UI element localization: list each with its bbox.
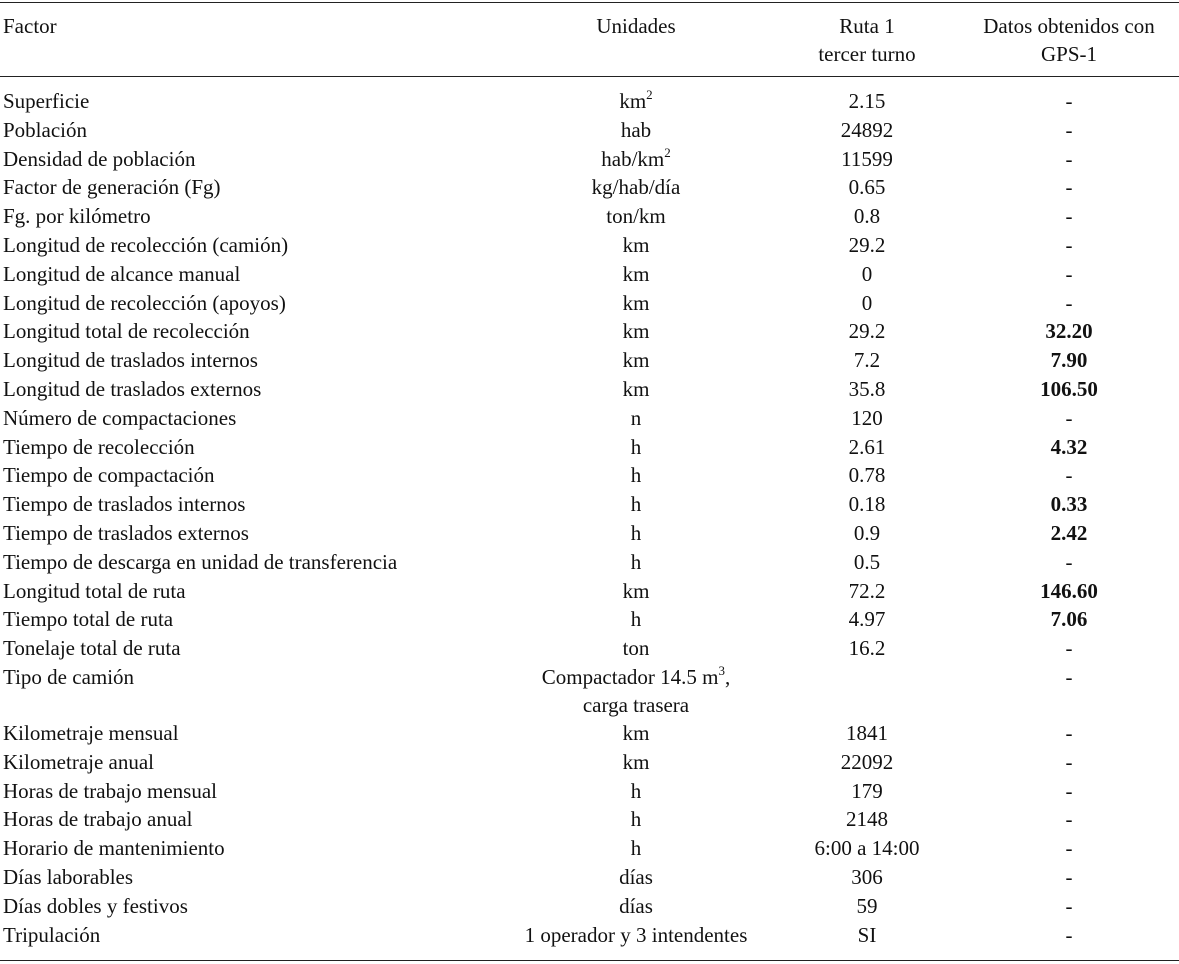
units-text: km [622,348,650,373]
cell-units [511,87,761,115]
units-text: h [630,492,642,517]
cell-factor: Longitud de recolección (camión) [3,232,289,257]
cell-factor: Longitud total de ruta [3,578,186,603]
units-text: km [622,290,650,315]
table-row [0,805,1179,834]
cell-ruta: 120 [851,405,883,430]
header-gps-line1: Datos obtenidos con [983,14,1155,38]
table-row [0,777,1179,806]
cell-factor: Superficie [3,89,90,113]
cell-factor: Fg. por kilómetro [3,204,151,229]
units-text: ton/km [606,204,666,229]
units-text: h [630,836,642,861]
cell-units [511,777,761,805]
cell-units [511,116,761,144]
cell-gps: - [1065,836,1073,861]
table-row [0,231,1179,260]
cell-ruta: 6:00 a 14:00 [814,836,920,861]
cell-gps: - [1065,749,1073,774]
cell-units [511,605,761,633]
cell-ruta: 0 [861,261,873,286]
header-ruta-line1: Ruta 1 [839,14,895,38]
units-text: ton [622,636,650,661]
cell-ruta: 0.5 [853,549,881,574]
table-row [0,145,1179,174]
table-row [0,548,1179,577]
cell-gps: 32.20 [1045,319,1093,344]
cell-gps: - [1065,636,1073,661]
units-line2: carga trasera [582,692,690,717]
units-text: km [622,376,650,401]
header-factor [3,12,57,40]
cell-gps: - [1065,664,1073,689]
cell-factor: Horario de mantenimiento [3,836,225,861]
cell-units [511,834,761,862]
cell-units [511,719,761,747]
table-row [0,260,1179,289]
table-row [0,375,1179,404]
units-text: h [630,549,642,574]
cell-factor: Tiempo de compactación [3,463,215,488]
cell-factor: Tiempo de descarga en unidad de transferencia [3,549,398,574]
cell-gps: 7.90 [1050,348,1088,373]
cell-factor: Tiempo de traslados externos [3,520,249,545]
units-text: km [622,578,650,603]
units-text: h [630,434,642,459]
cell-gps: - [1065,463,1073,488]
cell-factor: Longitud de traslados externos [3,376,262,401]
cell-gps: - [1065,893,1073,918]
units-text: hab [620,117,652,142]
cell-units [511,375,761,403]
cell-ruta: 22092 [840,749,894,774]
cell-gps: - [1065,864,1073,889]
cell-units [511,289,761,317]
table-row [0,921,1179,950]
cell-ruta: 0 [861,290,873,315]
header-unidades-label: Unidades [596,14,676,38]
cell-factor: Kilometraje mensual [3,720,179,745]
cell-units [511,663,761,719]
table-header [0,12,1179,72]
cell-gps: - [1065,720,1073,745]
cell-gps: - [1065,204,1073,229]
cell-units [511,748,761,776]
cell-units [511,634,761,662]
units-text: km [622,319,650,344]
header-ruta [797,12,937,68]
table-row [0,605,1179,634]
cell-factor: Kilometraje anual [3,749,155,774]
cell-factor: Tiempo total de ruta [3,607,174,632]
cell-units [511,433,761,461]
cell-ruta: 0.78 [848,463,886,488]
table-row [0,116,1179,145]
cell-ruta: 59 [856,893,878,918]
table-row [0,519,1179,548]
cell-gps: - [1065,405,1073,430]
cell-ruta: 72.2 [848,578,886,603]
header-rule [0,76,1179,77]
cell-ruta: 0.65 [848,175,886,200]
cell-ruta: 0.8 [853,204,881,229]
table-row [0,404,1179,433]
cell-gps: 7.06 [1050,607,1088,632]
cell-units [511,461,761,489]
units-text: km [619,89,647,113]
cell-ruta: 2148 [846,807,888,832]
cell-gps: - [1065,117,1073,142]
cell-units [511,921,761,949]
units-text: km [622,261,650,286]
cell-units [511,519,761,547]
cell-factor: Longitud total de recolección [3,319,250,344]
cell-ruta: 11599 [841,146,893,171]
table-row [0,87,1179,116]
table-row [0,892,1179,921]
cell-ruta: 1841 [846,720,888,745]
cell-factor: Horas de trabajo anual [3,807,193,832]
cell-factor: Densidad de población [3,146,196,171]
cell-factor: Tonelaje total de ruta [3,636,181,661]
cell-ruta: 2.61 [848,434,886,459]
cell-factor: Longitud de recolección (apoyos) [3,290,286,315]
units-text: h [630,463,642,488]
cell-gps: - [1065,922,1073,947]
units-text: km [622,720,650,745]
cell-factor: Tiempo de recolección [3,434,195,459]
cell-factor: Tripulación [3,922,101,947]
bottom-rule [0,960,1179,961]
table-row [0,490,1179,519]
cell-gps: - [1065,175,1073,200]
cell-factor: Factor de generación (Fg) [3,175,221,200]
table-row [0,577,1179,606]
table-row [0,346,1179,375]
cell-factor: Días laborables [3,864,134,889]
units-text: kg/hab/día [591,175,681,200]
units-text: días [619,893,653,918]
units-suffix: , [724,664,731,689]
table-row [0,663,1179,719]
table-row [0,634,1179,663]
units-text: hab/km [601,146,665,171]
units-superscript: 3 [718,662,725,678]
units-text: km [622,749,650,774]
cell-ruta: 24892 [840,117,894,142]
cell-gps: - [1065,89,1073,113]
units-superscript: 2 [646,87,653,102]
table-row [0,748,1179,777]
cell-ruta: SI [857,922,877,947]
cell-units [511,863,761,891]
cell-ruta: 16.2 [848,636,886,661]
table-row [0,863,1179,892]
header-unidades [511,12,761,40]
header-ruta-line2: tercer turno [818,42,916,66]
table-row [0,317,1179,346]
cell-ruta: 4.97 [848,607,886,632]
cell-units [511,346,761,374]
cell-gps: - [1065,146,1073,171]
units-text: h [630,520,642,545]
cell-units [511,317,761,345]
cell-factor: Longitud de traslados internos [3,348,258,373]
cell-ruta: 0.9 [853,520,881,545]
cell-units [511,202,761,230]
table-body [0,87,1179,949]
cell-ruta: 0.18 [848,492,886,517]
cell-factor: Días dobles y festivos [3,893,188,918]
cell-gps: - [1065,290,1073,315]
cell-units [511,548,761,576]
units-text: Compactador 14.5 m [541,664,719,689]
cell-ruta: 2.15 [848,89,886,113]
cell-factor: Tipo de camión [3,664,135,689]
table-row [0,719,1179,748]
units-text: días [619,864,653,889]
cell-units [511,145,761,173]
cell-gps: 0.33 [1050,492,1088,517]
units-text: h [630,807,642,832]
cell-units [511,260,761,288]
cell-units [511,490,761,518]
cell-gps: - [1065,261,1073,286]
cell-factor: Longitud de alcance manual [3,261,241,286]
cell-factor: Población [3,117,87,142]
table-row [0,433,1179,462]
units-text: h [630,607,642,632]
cell-factor: Número de compactaciones [3,405,237,430]
cell-factor: Horas de trabajo mensual [3,778,218,803]
cell-gps: - [1065,232,1073,257]
cell-ruta: 29.2 [848,232,886,257]
cell-gps: - [1065,807,1073,832]
cell-ruta: 7.2 [853,348,881,373]
table-row [0,173,1179,202]
top-rule [0,2,1179,3]
cell-ruta: 35.8 [848,376,886,401]
cell-units [511,805,761,833]
cell-gps: 4.32 [1050,434,1088,459]
header-gps-line2: GPS-1 [1040,42,1098,66]
cell-units [511,892,761,920]
cell-ruta: 306 [851,864,883,889]
cell-units [511,173,761,201]
units-text: km [622,232,650,257]
cell-gps: 146.60 [1040,578,1098,603]
cell-gps: 2.42 [1050,520,1088,545]
table-row [0,289,1179,318]
cell-units [511,577,761,605]
table-row [0,202,1179,231]
units-superscript: 2 [664,144,671,160]
cell-ruta: 29.2 [848,319,886,344]
table-row [0,461,1179,490]
header-gps [955,12,1179,68]
cell-factor: Tiempo de traslados internos [3,492,246,517]
cell-ruta: 179 [851,778,883,803]
header-factor-label: Factor [3,14,57,38]
cell-gps: - [1065,778,1073,803]
table-row [0,834,1179,863]
units-text: n [630,405,642,430]
cell-gps: - [1065,549,1073,574]
cell-units [511,231,761,259]
cell-units [511,404,761,432]
units-text: h [630,778,642,803]
units-text: 1 operador y 3 intendentes [524,922,748,947]
cell-gps: 106.50 [1040,376,1098,401]
